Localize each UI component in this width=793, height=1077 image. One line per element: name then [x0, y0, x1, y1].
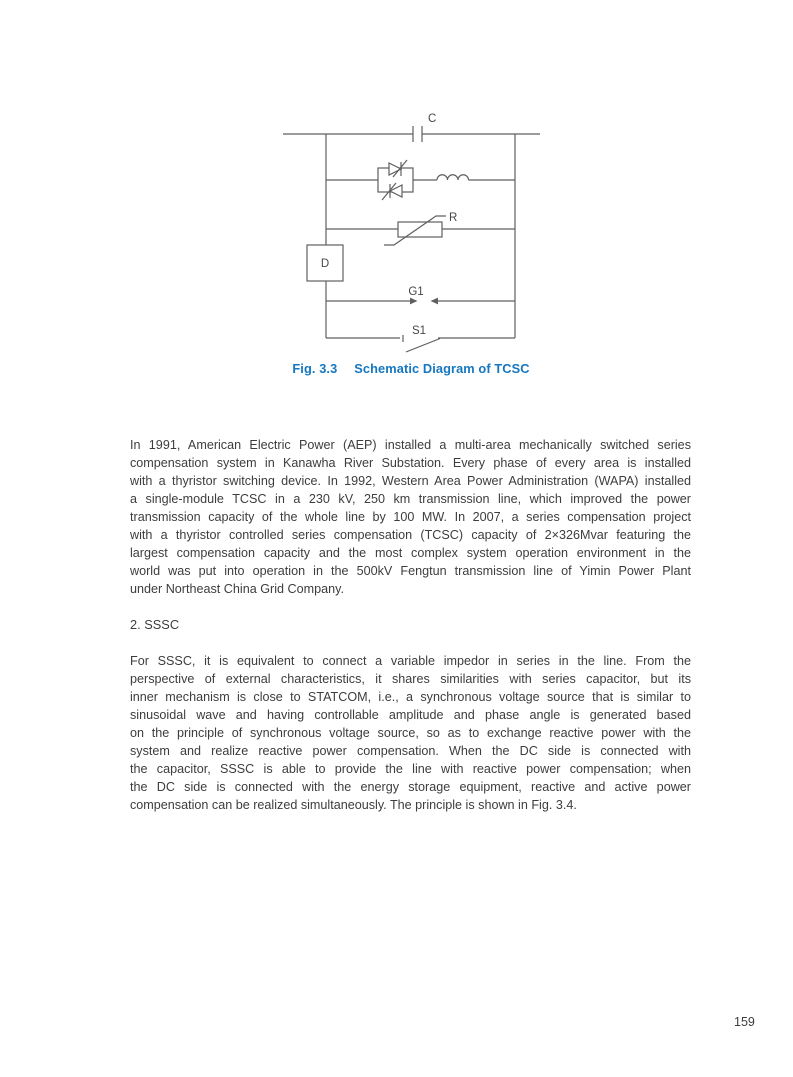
varistor-label: R — [449, 212, 458, 224]
varistor-body — [398, 222, 442, 237]
text-line: sinusoidal wave and having controllable amplitude and phase angle is generated based — [130, 708, 691, 722]
text-line: compensation system in Kanawha River Substation. Every phase of every area is installed — [130, 456, 691, 470]
text-line: system and realize reactive power compensation. When the DC side is connected with — [130, 744, 691, 758]
spark-gap-label: G1 — [408, 286, 424, 298]
text-line: a single-module TCSC in a 230 kV, 250 km transmission line, which improved the power — [130, 492, 691, 506]
page-number: 159 — [734, 1015, 755, 1029]
paragraph-sssc — [130, 652, 691, 814]
series-capacitor-icon — [413, 126, 422, 142]
text-line: largest compensation capacity and the most complex system operation environment in the — [130, 546, 691, 560]
paragraph-tcsc-history — [130, 436, 691, 598]
bypass-switch-label: S1 — [411, 325, 427, 337]
spark-gap-left-arrowhead-icon — [410, 298, 418, 305]
text-line: the DC side is connected with the energy storage equipment, reactive and active power — [130, 780, 691, 794]
text-line: under Northeast China Grid Company. — [130, 582, 344, 596]
text-line: the capacitor, SSSC is able to provide the line with reactive power compensation; when — [130, 762, 691, 776]
text-line: inner mechanism is close to STATCOM, i.e., a synchronous voltage source that is similar to — [130, 690, 691, 704]
text-line: For SSSC, it is equivalent to connect a variable impedor in series in the line. From the — [130, 654, 691, 668]
text-line: world was put into operation in the 500kV Fengtun transmission line of Yimin Power Plant — [130, 564, 691, 578]
text-line: transmission capacity of the whole line by 100 MW. In 2007, a series compensation project — [130, 510, 691, 524]
text-line: on the principle of synchronous voltage source, so as to exchange reactive power with the — [130, 726, 691, 740]
spark-gap-right-arrowhead-icon — [431, 298, 439, 305]
text-line: compensation can be realized simultaneously. The principle is shown in Fig. 3.4. — [130, 798, 577, 812]
varistor-diagonal — [384, 216, 446, 245]
figure-title: Schematic Diagram of TCSC — [354, 361, 530, 376]
text-line: In 1991, American Electric Power (AEP) installed a multi-area mechanically switched series — [130, 438, 691, 452]
capacitor-label: C — [428, 113, 437, 125]
text-line: perspective of external characteristics, it shares similarities with series capacitor, but its — [130, 672, 691, 686]
inductor-icon — [437, 175, 469, 180]
section-heading-sssc: 2. SSSC — [130, 617, 180, 632]
damping-device-label: D — [320, 258, 330, 270]
text-line: with a thyristor switching device. In 1992, Western Area Power Administration (WAPA) installed — [130, 474, 691, 488]
figure-number: Fig. 3.3 — [292, 361, 338, 376]
text-line: with a thyristor controlled series compensation (TCSC) capacity of 2×326Mvar featuring the — [130, 528, 691, 542]
tcsc-schematic — [270, 105, 555, 360]
bypass-switch-blade — [406, 339, 440, 353]
figure-caption — [271, 361, 551, 376]
